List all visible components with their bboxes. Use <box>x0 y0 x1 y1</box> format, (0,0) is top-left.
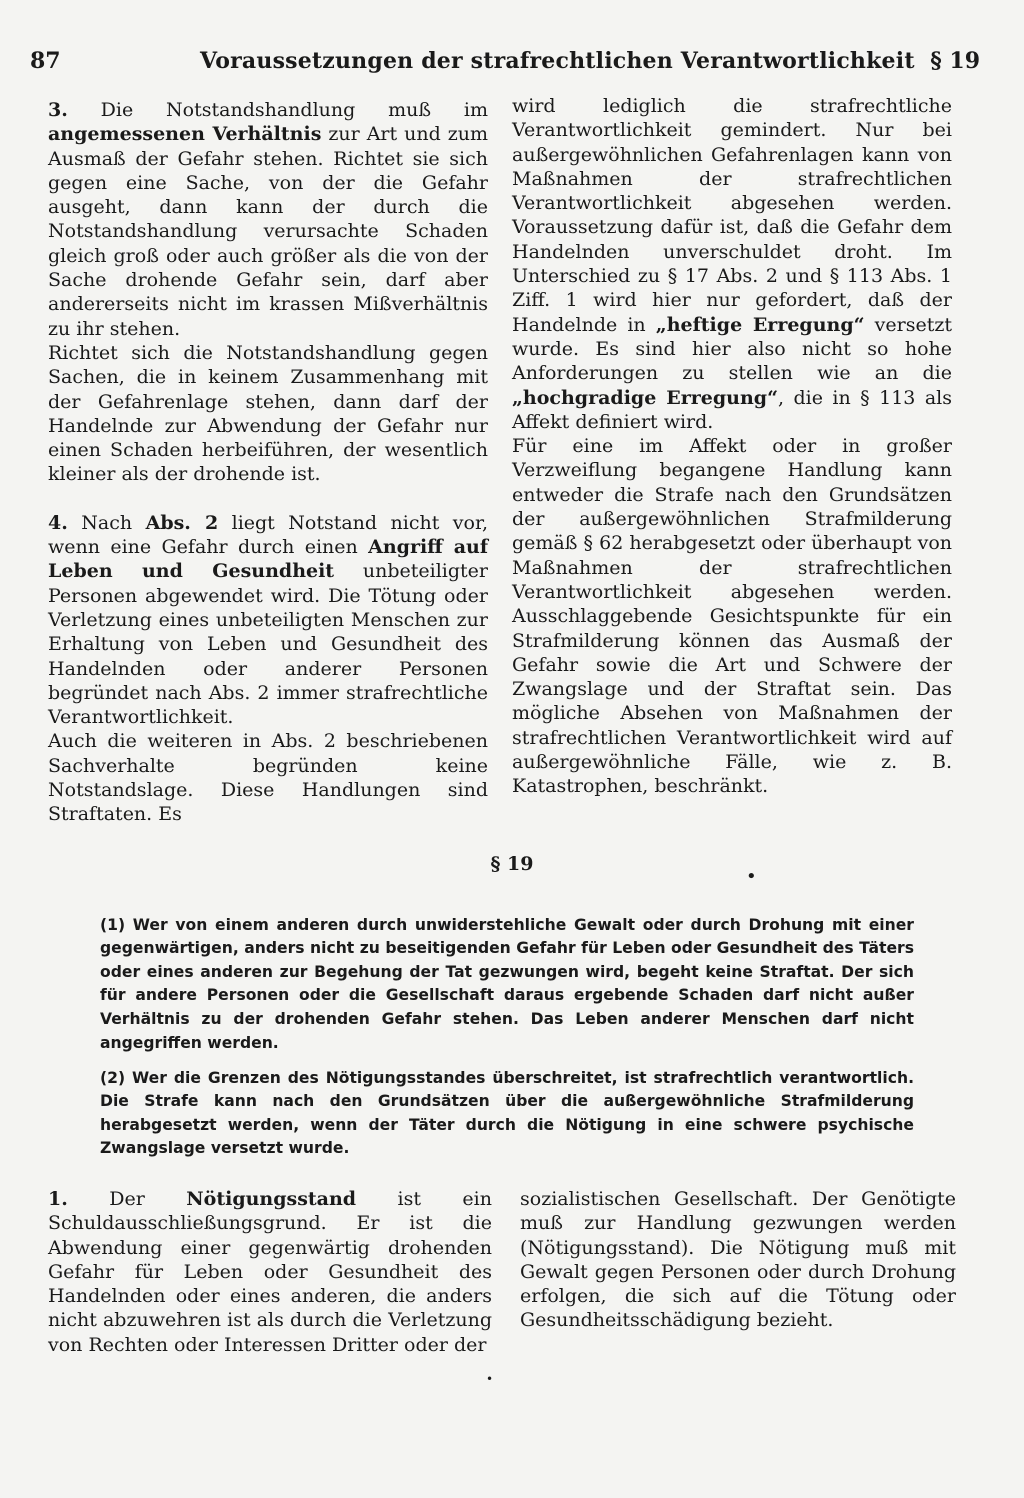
emphasis-text: „hochgradige Erregung“ <box>512 386 779 409</box>
paragraph-number: 1. <box>48 1188 68 1210</box>
print-speck: • <box>486 1372 494 1386</box>
commentary-bottom-right-column <box>520 1187 956 1333</box>
commentary-continuation: wird lediglich die strafrechtliche Verantwortlichkeit gemindert. Nur bei außergewöhnlichen Gefahrenlagen kann von Maßnahmen der strafrechtlichen Verantwortlichkeit abgesehen werden. Voraussetzung dafür ist, daß die Gefahr dem Handelnden unverschuldet droht. Im Unterschied zu § 17 Abs. 2 und § 113 Abs. 1 Ziff. 1 wird hier nur gefordert, daß der Handelnde in „heftige Erregung“ versetzt wurde. Es sind hier also nicht so hohe Anforderungen zu stellen wie an die „hochgradige Erregung“, die in § 113 als Affekt definiert wird. <box>512 95 952 433</box>
paragraph-number: 3. <box>48 99 68 121</box>
statute-paragraph-2: (2) Wer die Grenzen des Nötigungsstandes überschreitet, ist strafrechtlich verantwortlich. Die Strafe kann nach den Grundsätzen über die außergewöhnliche Strafmilderung herabgesetzt werden, wenn der Täter durch die Nötigung in eine schwere psychische Zwangslage versetzt wurde. <box>100 1068 914 1158</box>
statute-section-heading: § 19 <box>490 853 534 875</box>
paragraph-number: 4. <box>48 511 68 534</box>
commentary-paragraph-4: 4. Nach Abs. 2 liegt Notstand nicht vor, wenn eine Gefahr durch einen Angriff auf Leben und Gesundheit unbeteiligter Personen abgewendet wird. Die Tötung oder Verletzung eines unbeteiligten Menschen zur Erhaltung von Leben und Gesundheit des Handelnden oder anderer Personen begründet nach Abs. 2 immer strafrechtliche Verantwortlichkeit. <box>48 511 489 729</box>
emphasis-text: „heftige Erregung“ <box>655 313 865 336</box>
print-speck: • <box>746 866 757 887</box>
emphasis-text: angemessenen Verhältnis <box>48 123 322 146</box>
statute-paragraph-1: (1) Wer von einem anderen durch unwiderstehliche Gewalt oder durch Drohung mit einer gegenwärtigen, anders nicht zu beseitigenden Gefahr für Leben oder Gesundheit des Täters oder eines anderen zur Begehung der Tat gezwungen wird, begeht keine Straftat. Der sich für andere Personen oder die Gesellschaft daraus ergebende Schaden darf nicht außer Verhältnis zu der drohenden Gefahr stehen. Das Leben anderer Menschen darf nicht angegriffen werden. <box>100 915 914 1052</box>
header-title: Voraussetzungen der strafrechtlichen Verantwortlichkeit <box>200 48 915 74</box>
commentary-paragraph: Für eine im Affekt oder in großer Verzweiflung begangene Handlung kann entweder die Strafe nach den Grundsätzen der außergewöhnlichen Strafmilderung gemäß § 62 herabgesetzt oder überhaupt von Maßnahmen der strafrechtlichen Verantwortlichkeit abgesehen werden. Ausschlaggebende Gesichtspunkte für ein Strafmilderung können das Ausmaß der Gefahr sowie die Art und Schwere der Zwangslage und der Straftat sein. Das mögliche Absehen von Maßnahmen der strafrechtlichen Verantwortlichkeit wird auf außergewöhnliche Fälle, wie z. B. Katastrophen, beschränkt. <box>512 435 952 798</box>
commentary-bottom-left-column <box>48 1187 492 1357</box>
commentary-paragraph-4-continued: Auch die weiteren in Abs. 2 beschriebenen Sachverhalte begründen keine Notstandslage. Diese Handlungen sind Straftaten. Es <box>48 730 488 826</box>
emphasis-text: Abs. 2 <box>145 511 219 534</box>
page-number: 87 <box>30 48 61 74</box>
commentary-paragraph-3-continued: Richtet sich die Notstandshandlung gegen Sachen, die in keinem Zusammenhang mit der Gefahrenlage stehen, dann darf der Handelnde zur Abwendung der Gefahr nur einen Schaden herbeiführen, der wesentlich kleiner als der drohende ist. <box>48 341 488 486</box>
running-header <box>30 48 990 84</box>
header-section: § 19 <box>930 48 980 74</box>
commentary-top-right-column <box>512 94 952 799</box>
emphasis-text: Nötigungsstand <box>186 1188 357 1210</box>
commentary-paragraph-1: 1. Der Nötigungsstand ist ein Schuldausschließungsgrund. Er ist die Abwendung einer gegenwärtig drohenden Gefahr für Leben oder Gesundheit des Handelnden oder eines anderen, die anders nicht abzuwehren ist als durch die Verletzung von Rechten oder Interessen Dritter oder der <box>48 1188 492 1356</box>
emphasis-text: Angriff auf Leben und Gesundheit <box>48 536 489 583</box>
commentary-paragraph-3: 3. Die Notstandshandlung muß im angemessenen Verhältnis zur Art und zum Ausmaß der Gefahr stehen. Richtet sie sich gegen eine Sache, von der die Gefahr ausgeht, dann kann der durch die Notstandshandlung verursachte Schaden gleich groß oder auch größer als die von der Sache drohende Gefahr sein, darf aber andererseits nicht im krassen Mißverhältnis zu ihr stehen. <box>48 99 489 340</box>
commentary-continuation: sozialistischen Gesellschaft. Der Genötigte muß zur Handlung gezwungen werden (Nötigungsstand). Die Nötigung muß mit Gewalt gegen Personen oder durch Drohung erfolgen, die sich auf die Tötung oder Gesundheitsschädigung bezieht. <box>520 1188 956 1332</box>
commentary-top-left-column <box>48 98 488 827</box>
